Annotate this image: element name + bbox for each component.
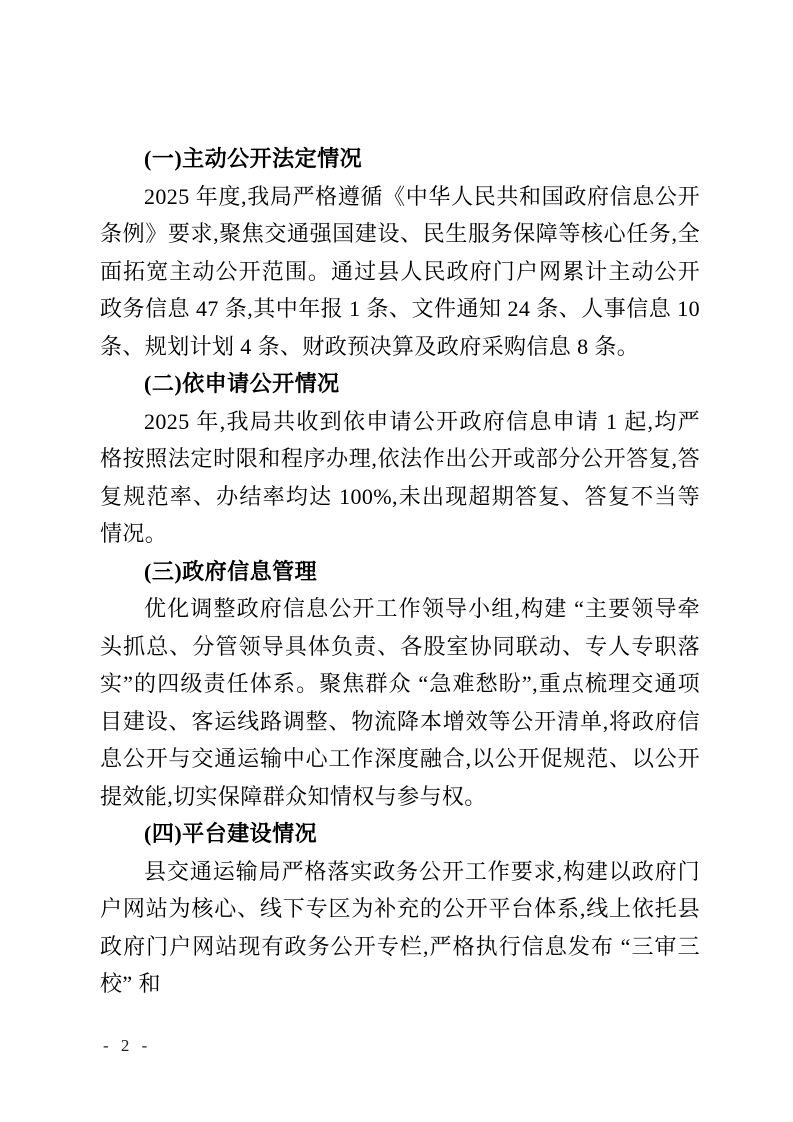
section-heading: (一)主动公开法定情况 [144, 146, 363, 171]
section-heading: (二)依申请公开情况 [144, 371, 340, 396]
section-heading: (三)政府信息管理 [144, 558, 318, 584]
section-upon-request-disclosure [100, 365, 700, 553]
paragraph: 2025 年,我局共收到依申请公开政府信息申请 1 起,均严格按照法定时限和程序办理,依法作出公开或部分公开答复,答复规范率、办结率均达 100%,未出现超期答复、答复不当等情况。 [100, 408, 700, 546]
paragraph: 县交通运输局严格落实政务公开工作要求,构建以政府门户网站为核心、线下专区为补充的公开平台体系,线上依托县政府门户网站现有政务公开专栏,严格执行信息发布 “三审三校” 和 [100, 858, 700, 996]
section-heading: (四)平台建设情况 [144, 821, 318, 846]
section-platform-construction [100, 815, 700, 1003]
paragraph: 2025 年度,我局严格遵循《中华人民共和国政府信息公开条例》要求,聚焦交通强国建设、民生服务保障等核心任务,全面拓宽主动公开范围。通过县人民政府门户网累计主动公开政务信息 47 条,其中年报 1 条、文件通知 24 条、人事信息 10 条、规划计划 4 条、财政预决算及政府采购信息 8 条。 [100, 183, 700, 359]
page-number: - 2 - [103, 1036, 152, 1055]
section-active-disclosure [100, 140, 700, 365]
section-information-management [100, 553, 700, 816]
paragraph: 优化调整政府信息公开工作领导小组,构建 “主要领导牵头抓总、分管领导具体负责、各股室协同联动、专人专职落实”的四级责任体系。聚焦群众 “急难愁盼”,重点梳理交通项目建设、客运线路调整、物流降本增效等公开清单,将政府信息公开与交通运输中心工作深度融合,以公开促规范、以公开提效能,切实保障群众知情权与参与权。 [100, 596, 700, 809]
document-body [100, 140, 700, 1003]
